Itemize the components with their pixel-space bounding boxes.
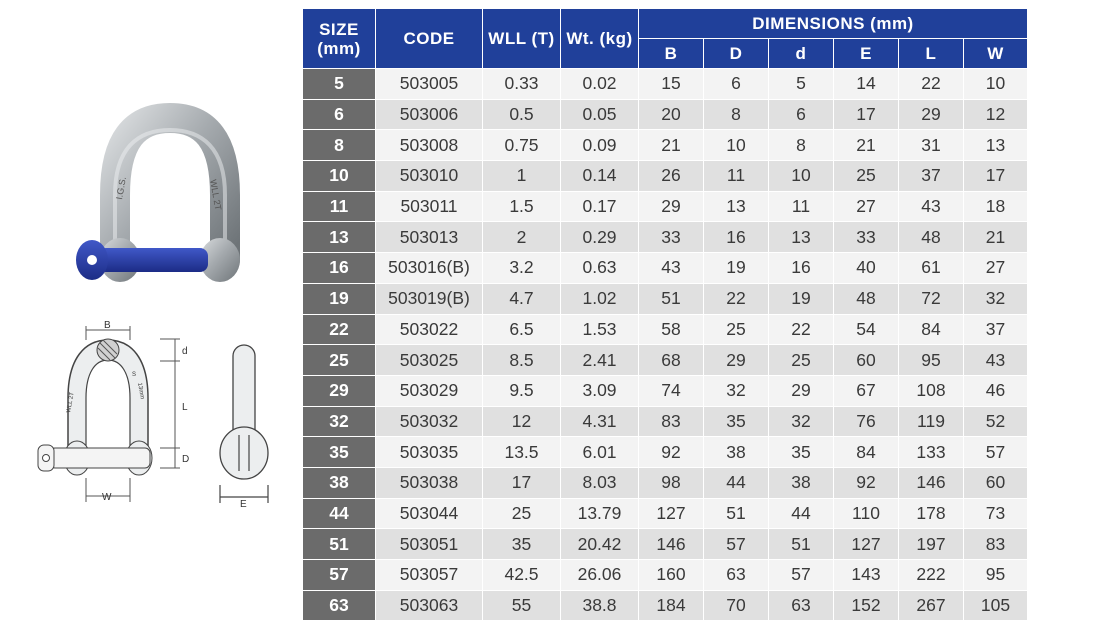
cell-size: 35 [303, 437, 376, 468]
cell-dim-b: 21 [639, 130, 704, 161]
header-dim-e: E [834, 39, 899, 69]
cell-size: 6 [303, 99, 376, 130]
dim-label-d-large: D [182, 454, 190, 465]
cell-dim-l: 222 [899, 560, 964, 591]
cell-dim-b: 160 [639, 560, 704, 591]
cell-dim-e: 25 [834, 161, 899, 192]
cell-size: 32 [303, 406, 376, 437]
cell-dim-b: 68 [639, 345, 704, 376]
diagram-size-marking: 13mm [136, 382, 145, 400]
cell-dim-d-small: 6 [769, 99, 834, 130]
cell-weight: 38.8 [561, 590, 639, 621]
cell-size: 22 [303, 314, 376, 345]
cell-code: 503032 [376, 406, 483, 437]
cell-wll: 6.5 [483, 314, 561, 345]
cell-wll: 35 [483, 529, 561, 560]
table-row [303, 560, 1028, 591]
cell-dim-l: 95 [899, 345, 964, 376]
cell-dim-l: 31 [899, 130, 964, 161]
table-row [303, 375, 1028, 406]
cell-dim-l: 37 [899, 161, 964, 192]
cell-dim-d-small: 8 [769, 130, 834, 161]
cell-dim-d-large: 8 [704, 99, 769, 130]
cell-wll: 0.75 [483, 130, 561, 161]
header-dim-l: L [899, 39, 964, 69]
cell-wll: 25 [483, 498, 561, 529]
cell-code: 503044 [376, 498, 483, 529]
cell-size: 10 [303, 161, 376, 192]
cell-dim-e: 33 [834, 222, 899, 253]
header-dim-d-large: D [704, 39, 769, 69]
cell-code: 503022 [376, 314, 483, 345]
shackle-side-diagram [205, 335, 285, 515]
cell-dim-d-small: 32 [769, 406, 834, 437]
cell-dim-w: 83 [964, 529, 1028, 560]
cell-dim-d-small: 63 [769, 590, 834, 621]
cell-code: 503019(B) [376, 283, 483, 314]
cell-wll: 4.7 [483, 283, 561, 314]
dim-label-e: E [240, 499, 247, 510]
cell-dim-e: 17 [834, 99, 899, 130]
cell-weight: 2.41 [561, 345, 639, 376]
cell-dim-d-large: 19 [704, 253, 769, 284]
cell-code: 503013 [376, 222, 483, 253]
cell-dim-d-small: 22 [769, 314, 834, 345]
cell-size: 44 [303, 498, 376, 529]
table-row [303, 467, 1028, 498]
header-dim-d-small: d [769, 39, 834, 69]
cell-dim-w: 17 [964, 161, 1028, 192]
cell-weight: 0.02 [561, 69, 639, 100]
cell-dim-w: 13 [964, 130, 1028, 161]
cell-code: 503010 [376, 161, 483, 192]
cell-wll: 1 [483, 161, 561, 192]
cell-dim-w: 27 [964, 253, 1028, 284]
header-dimensions: DIMENSIONS (mm) [639, 9, 1028, 39]
cell-size: 8 [303, 130, 376, 161]
cell-dim-d-large: 57 [704, 529, 769, 560]
cell-dim-e: 40 [834, 253, 899, 284]
cell-code: 503051 [376, 529, 483, 560]
cell-dim-w: 18 [964, 191, 1028, 222]
cell-code: 503029 [376, 375, 483, 406]
cell-code: 503025 [376, 345, 483, 376]
cell-dim-b: 33 [639, 222, 704, 253]
cell-dim-e: 60 [834, 345, 899, 376]
cell-size: 16 [303, 253, 376, 284]
diagram-wll-marking: WLL 2T [66, 391, 76, 414]
cell-dim-d-large: 38 [704, 437, 769, 468]
cell-dim-e: 54 [834, 314, 899, 345]
cell-weight: 0.14 [561, 161, 639, 192]
cell-dim-w: 46 [964, 375, 1028, 406]
cell-size: 5 [303, 69, 376, 100]
cell-weight: 0.29 [561, 222, 639, 253]
cell-dim-d-small: 5 [769, 69, 834, 100]
cell-dim-d-small: 51 [769, 529, 834, 560]
cell-dim-d-large: 51 [704, 498, 769, 529]
cell-code: 503006 [376, 99, 483, 130]
cell-dim-l: 43 [899, 191, 964, 222]
cell-size: 11 [303, 191, 376, 222]
cell-weight: 26.06 [561, 560, 639, 591]
cell-weight: 1.02 [561, 283, 639, 314]
cell-dim-l: 146 [899, 467, 964, 498]
cell-wll: 8.5 [483, 345, 561, 376]
cell-dim-b: 83 [639, 406, 704, 437]
cell-dim-d-large: 70 [704, 590, 769, 621]
cell-dim-w: 12 [964, 99, 1028, 130]
cell-dim-e: 48 [834, 283, 899, 314]
cell-dim-b: 51 [639, 283, 704, 314]
cell-dim-d-small: 11 [769, 191, 834, 222]
table-body [303, 69, 1028, 621]
photo-marking-2: WLL 2T [208, 178, 224, 212]
cell-code: 503057 [376, 560, 483, 591]
cell-dim-w: 57 [964, 437, 1028, 468]
cell-dim-w: 73 [964, 498, 1028, 529]
illustration-panel [0, 0, 300, 643]
shackle-photo [60, 100, 250, 300]
cell-size: 51 [303, 529, 376, 560]
cell-wll: 0.5 [483, 99, 561, 130]
cell-dim-b: 74 [639, 375, 704, 406]
cell-dim-d-large: 11 [704, 161, 769, 192]
cell-weight: 13.79 [561, 498, 639, 529]
cell-dim-d-large: 10 [704, 130, 769, 161]
cell-dim-e: 92 [834, 467, 899, 498]
cell-wll: 55 [483, 590, 561, 621]
cell-dim-e: 143 [834, 560, 899, 591]
specification-table [302, 8, 1028, 621]
cell-dim-l: 48 [899, 222, 964, 253]
cell-dim-d-large: 29 [704, 345, 769, 376]
cell-weight: 1.53 [561, 314, 639, 345]
cell-weight: 4.31 [561, 406, 639, 437]
cell-dim-w: 105 [964, 590, 1028, 621]
cell-weight: 8.03 [561, 467, 639, 498]
dim-label-b: B [104, 320, 111, 331]
cell-dim-d-large: 16 [704, 222, 769, 253]
cell-dim-e: 14 [834, 69, 899, 100]
cell-dim-l: 119 [899, 406, 964, 437]
header-wll: WLL (T) [483, 9, 561, 69]
cell-wll: 13.5 [483, 437, 561, 468]
cell-dim-l: 267 [899, 590, 964, 621]
dim-label-d-small: d [182, 346, 188, 357]
cell-code: 503005 [376, 69, 483, 100]
cell-dim-w: 43 [964, 345, 1028, 376]
table-row [303, 69, 1028, 100]
cell-dim-b: 26 [639, 161, 704, 192]
cell-dim-b: 146 [639, 529, 704, 560]
cell-size: 38 [303, 467, 376, 498]
diagram-grade-marking: S [132, 372, 137, 378]
cell-dim-w: 37 [964, 314, 1028, 345]
cell-wll: 2 [483, 222, 561, 253]
cell-size: 13 [303, 222, 376, 253]
cell-dim-b: 92 [639, 437, 704, 468]
cell-wll: 17 [483, 467, 561, 498]
cell-dim-w: 10 [964, 69, 1028, 100]
cell-dim-l: 133 [899, 437, 964, 468]
table-row [303, 437, 1028, 468]
dim-label-l: L [182, 402, 188, 413]
cell-dim-b: 127 [639, 498, 704, 529]
cell-dim-d-large: 22 [704, 283, 769, 314]
cell-dim-b: 20 [639, 99, 704, 130]
header-dim-w: W [964, 39, 1028, 69]
cell-dim-l: 22 [899, 69, 964, 100]
cell-dim-d-small: 25 [769, 345, 834, 376]
cell-wll: 0.33 [483, 69, 561, 100]
cell-dim-d-small: 10 [769, 161, 834, 192]
cell-dim-l: 108 [899, 375, 964, 406]
photo-marking-1: I.G.S. [114, 175, 128, 201]
cell-size: 19 [303, 283, 376, 314]
cell-dim-e: 76 [834, 406, 899, 437]
cell-dim-w: 95 [964, 560, 1028, 591]
cell-dim-d-large: 35 [704, 406, 769, 437]
cell-dim-d-small: 19 [769, 283, 834, 314]
cell-dim-l: 61 [899, 253, 964, 284]
table-row [303, 406, 1028, 437]
cell-dim-w: 21 [964, 222, 1028, 253]
cell-wll: 1.5 [483, 191, 561, 222]
cell-dim-d-small: 29 [769, 375, 834, 406]
cell-wll: 12 [483, 406, 561, 437]
cell-dim-w: 32 [964, 283, 1028, 314]
cell-dim-d-large: 32 [704, 375, 769, 406]
cell-size: 25 [303, 345, 376, 376]
table-row [303, 314, 1028, 345]
cell-dim-d-large: 6 [704, 69, 769, 100]
cell-wll: 3.2 [483, 253, 561, 284]
cell-dim-b: 29 [639, 191, 704, 222]
cell-dim-d-large: 44 [704, 467, 769, 498]
table-row [303, 253, 1028, 284]
cell-dim-b: 43 [639, 253, 704, 284]
cell-size: 29 [303, 375, 376, 406]
cell-dim-w: 60 [964, 467, 1028, 498]
cell-weight: 0.63 [561, 253, 639, 284]
cell-dim-w: 52 [964, 406, 1028, 437]
table-row [303, 161, 1028, 192]
cell-weight: 20.42 [561, 529, 639, 560]
cell-dim-d-large: 25 [704, 314, 769, 345]
cell-size: 57 [303, 560, 376, 591]
table-row [303, 99, 1028, 130]
table-row [303, 130, 1028, 161]
specification-table-wrapper [302, 8, 1027, 621]
cell-code: 503035 [376, 437, 483, 468]
cell-dim-d-small: 44 [769, 498, 834, 529]
cell-size: 63 [303, 590, 376, 621]
table-row [303, 191, 1028, 222]
cell-dim-e: 21 [834, 130, 899, 161]
cell-dim-e: 67 [834, 375, 899, 406]
cell-weight: 3.09 [561, 375, 639, 406]
dim-label-w: W [102, 492, 112, 503]
cell-dim-l: 29 [899, 99, 964, 130]
header-size: SIZE (mm) [303, 9, 376, 69]
table-row [303, 498, 1028, 529]
cell-code: 503011 [376, 191, 483, 222]
cell-dim-e: 27 [834, 191, 899, 222]
header-dim-b: B [639, 39, 704, 69]
cell-weight: 0.17 [561, 191, 639, 222]
cell-dim-l: 84 [899, 314, 964, 345]
cell-dim-b: 15 [639, 69, 704, 100]
cell-code: 503016(B) [376, 253, 483, 284]
cell-dim-e: 152 [834, 590, 899, 621]
cell-dim-b: 98 [639, 467, 704, 498]
cell-dim-d-small: 57 [769, 560, 834, 591]
cell-code: 503063 [376, 590, 483, 621]
cell-dim-d-large: 63 [704, 560, 769, 591]
table-row [303, 345, 1028, 376]
cell-wll: 9.5 [483, 375, 561, 406]
cell-dim-e: 110 [834, 498, 899, 529]
header-code: CODE [376, 9, 483, 69]
cell-dim-b: 58 [639, 314, 704, 345]
cell-dim-l: 197 [899, 529, 964, 560]
cell-weight: 0.05 [561, 99, 639, 130]
cell-weight: 6.01 [561, 437, 639, 468]
cell-dim-l: 178 [899, 498, 964, 529]
cell-dim-l: 72 [899, 283, 964, 314]
cell-wll: 42.5 [483, 560, 561, 591]
cell-code: 503008 [376, 130, 483, 161]
cell-dim-b: 184 [639, 590, 704, 621]
cell-dim-d-small: 35 [769, 437, 834, 468]
cell-dim-d-small: 16 [769, 253, 834, 284]
cell-dim-e: 84 [834, 437, 899, 468]
cell-dim-d-small: 38 [769, 467, 834, 498]
cell-dim-d-large: 13 [704, 191, 769, 222]
table-row [303, 222, 1028, 253]
table-row [303, 283, 1028, 314]
cell-dim-e: 127 [834, 529, 899, 560]
table-row [303, 529, 1028, 560]
table-row [303, 590, 1028, 621]
cell-code: 503038 [376, 467, 483, 498]
shackle-front-diagram [20, 318, 205, 518]
cell-dim-d-small: 13 [769, 222, 834, 253]
cell-weight: 0.09 [561, 130, 639, 161]
header-weight: Wt. (kg) [561, 9, 639, 69]
